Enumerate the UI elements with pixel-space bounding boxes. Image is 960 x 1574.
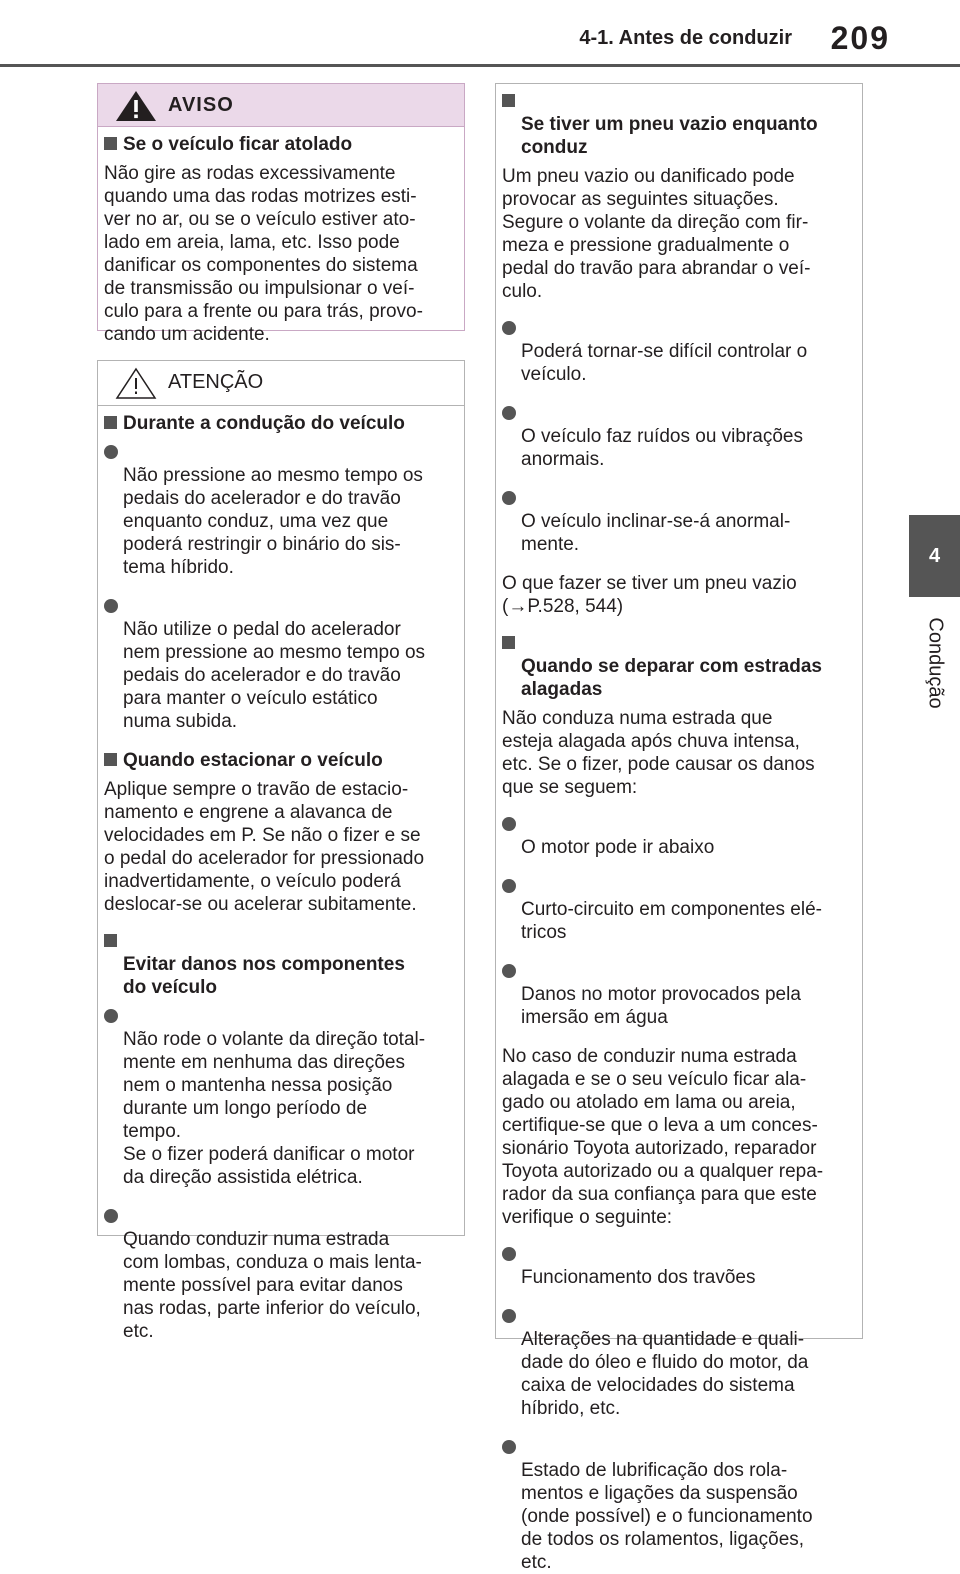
caution-box	[97, 360, 465, 1342]
round-bullet-icon	[104, 599, 118, 613]
chapter-number: 4	[928, 544, 941, 567]
square-bullet-icon	[104, 137, 117, 150]
warning-box	[97, 83, 465, 345]
caution-heading-driving: Durante a condução do veículo	[104, 412, 458, 435]
list-item: Quando conduzir numa estrada com lombas, conduza o mais lenta- mente possível para evitar danos nas rodas, parte inferior do veículo, etc.	[104, 1205, 458, 1343]
caution-box-header	[98, 361, 464, 406]
warning-heading: Se o veículo ficar atolado	[104, 133, 458, 156]
square-bullet-icon	[502, 636, 515, 649]
round-bullet-icon	[502, 1440, 516, 1454]
caution-heading-parking: Quando estacionar o veículo	[104, 749, 458, 772]
header-divider	[0, 64, 960, 67]
round-bullet-icon	[502, 817, 516, 831]
caution-parking-text: Aplique sempre o travão de estacio- namento e engrene a alavanca de velocidades em P. Se não o fizer e se o pedal do acelerador for pressionado inadvertidamente, o veículo poderá deslocar-se ou acelerar subitamente.	[104, 779, 425, 915]
round-bullet-icon	[502, 879, 516, 893]
chapter-label-text: Condução	[924, 617, 947, 709]
list-item: Curto-circuito em componentes elé- tricos	[502, 875, 856, 944]
list-item: Não rode o volante da direção total- mente em nenhuma das direções nem o mantenha nessa posição durante um longo período de tempo. Se o fizer poderá danificar o motor da direção assistida elétrica.	[104, 1005, 458, 1189]
list-item: Alterações na quantidade e quali- dade do óleo e fluido do motor, da caixa de velocidades do sistema híbrido, etc.	[502, 1305, 856, 1420]
round-bullet-icon	[502, 1247, 516, 1261]
list-item: Funcionamento dos travões	[502, 1243, 856, 1289]
round-bullet-icon	[502, 491, 516, 505]
square-bullet-icon	[104, 753, 117, 766]
list-item: Não pressione ao mesmo tempo os pedais do acelerador e do travão enquanto conduz, uma vez que poderá restringir o binário do sis- tema híbrido.	[104, 441, 458, 579]
chapter-tab	[909, 515, 960, 597]
warning-title: AVISO	[168, 94, 234, 116]
continued-caution-box	[495, 83, 863, 1573]
round-bullet-icon	[502, 321, 516, 335]
chapter-label	[912, 608, 958, 718]
caution-triangle-icon	[114, 366, 158, 400]
round-bullet-icon	[104, 445, 118, 459]
caution-title: ATENÇÃO	[168, 371, 264, 393]
list-item: Estado de lubrificação dos rola- mentos e ligações da suspensão (onde possível) e o funcionamento de todos os rolamentos, ligações, etc.	[502, 1436, 856, 1574]
flat-tire-text: Um pneu vazio ou danificado pode provocar as seguintes situações. Segure o volante da direção com fir- meza e pressione gradualmente o pedal do travão para abrandar o veí- culo.	[502, 166, 811, 302]
list-item: Não utilize o pedal do acelerador nem pressione ao mesmo tempo os pedais do acelerador e do travão para manter o veículo estático numa subida.	[104, 595, 458, 733]
flat-tire-heading: Se tiver um pneu vazio enquanto conduz	[502, 90, 856, 159]
round-bullet-icon	[502, 406, 516, 420]
round-bullet-icon	[104, 1009, 118, 1023]
page-header	[0, 0, 960, 70]
square-bullet-icon	[104, 934, 117, 947]
round-bullet-icon	[104, 1209, 118, 1223]
flooded-road-instructions: No caso de conduzir numa estrada alagada e se o seu veículo ficar ala- gado ou atolado em lama ou areia, certifique-se que o leva a um conces- sionário Toyota autorizado, reparador Toyota autorizado ou a qualquer repa- rador da sua confiança para que este verifique o seguinte:	[502, 1046, 824, 1228]
list-item: Poderá tornar-se difícil controlar o veículo.	[502, 317, 856, 386]
warning-box-header	[98, 84, 464, 127]
square-bullet-icon	[104, 416, 117, 429]
list-item: O veículo faz ruídos ou vibrações anormais.	[502, 402, 856, 471]
list-item: O veículo inclinar-se-á anormal- mente.	[502, 487, 856, 556]
warning-text: Não gire as rodas excessivamente quando uma das rodas motrizes esti- ver no ar, ou se o veículo estiver ato- lado em areia, lama, etc. Isso pode danificar os componentes do sistema de transmissão ou impulsionar o veí- culo para a frente ou para trás, provo- cando um acidente.	[104, 163, 423, 345]
list-item: O motor pode ir abaixo	[502, 813, 856, 859]
warning-triangle-icon	[114, 89, 158, 123]
section-title: 4-1. Antes de conduzir	[579, 27, 792, 49]
list-item: Danos no motor provocados pela imersão em água	[502, 960, 856, 1029]
caution-heading-damage: Evitar danos nos componentes do veículo	[104, 930, 458, 999]
flooded-road-heading: Quando se deparar com estradas alagadas	[502, 632, 856, 701]
round-bullet-icon	[502, 964, 516, 978]
flat-tire-reference: O que fazer se tiver um pneu vazio (→P.528, 544)	[502, 573, 797, 617]
round-bullet-icon	[502, 1309, 516, 1323]
square-bullet-icon	[502, 94, 515, 107]
page-number: 209	[830, 20, 890, 56]
flooded-road-text: Não conduza numa estrada que esteja alagada após chuva intensa, etc. Se o fizer, pode causar os danos que se seguem:	[502, 708, 815, 798]
